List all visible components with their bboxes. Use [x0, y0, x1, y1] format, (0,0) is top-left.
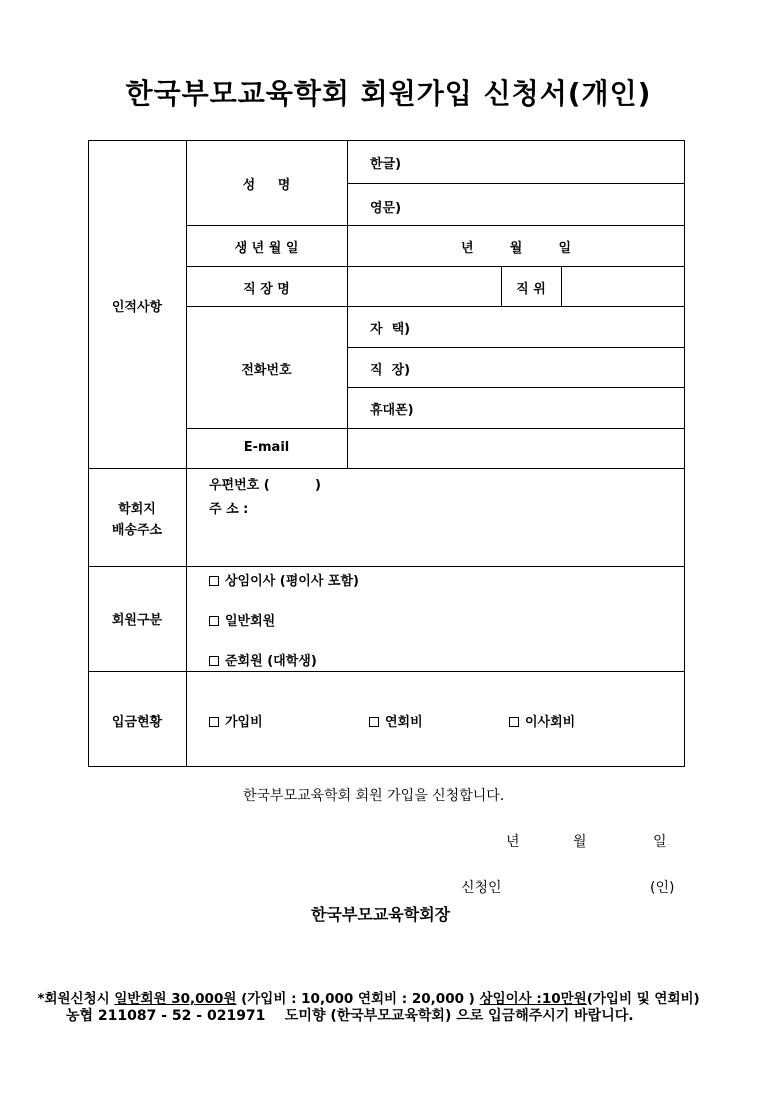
footer-fee-note: *회원신청시 일반회원 30,000원 (가입비 : 10,000 연회비 : 20,000 ) 상임이사 :10만원(가입비 및 연회비) [37, 991, 700, 1007]
phone-label: 전화번호 [241, 363, 292, 378]
birth-label: 생 년 월 일 [234, 241, 299, 256]
payment-option-joining-fee[interactable]: 가입비 [209, 711, 263, 730]
payment-option-board-fee[interactable]: 이사회비 [509, 711, 575, 730]
phone-mobile-field[interactable]: 휴대폰) [370, 403, 414, 418]
member-option-executive[interactable]: 상임이사 (평이사 포함) [209, 570, 359, 589]
member-option-associate[interactable]: 준회원 (대학생) [209, 650, 317, 669]
checkbox-icon[interactable] [509, 717, 519, 727]
phone-work-field[interactable]: 직 장) [370, 363, 411, 378]
phone-home-field[interactable]: 자 택) [370, 322, 411, 337]
payment-option-annual-fee[interactable]: 연회비 [369, 711, 423, 730]
email-label: E-mail [243, 440, 290, 455]
address-label-2: 배송주소 [111, 523, 163, 538]
name-label: 성 명 [242, 178, 291, 193]
checkbox-icon[interactable] [209, 616, 219, 626]
workplace-label: 직 장 명 [243, 282, 290, 297]
address-label-1: 학회지 [118, 502, 156, 517]
date-day: 일 [653, 834, 667, 850]
payment-label: 입금현황 [111, 715, 163, 730]
position-label: 직 위 [516, 282, 546, 297]
personal-info-label: 인적사항 [111, 300, 163, 315]
date-year: 년 [506, 834, 520, 850]
birth-date-field[interactable]: 년 월 일 [460, 241, 572, 256]
member-option-regular[interactable]: 일반회원 [209, 610, 275, 629]
president-title: 한국부모교육학회장 [311, 905, 451, 924]
email-field[interactable] [348, 429, 684, 467]
member-type-label: 회원구분 [111, 613, 163, 628]
zip-code-field[interactable]: 우편번호 ( ) [209, 478, 321, 493]
address-field[interactable]: 주 소 : [209, 502, 249, 517]
name-korean-field[interactable]: 한글) [370, 157, 402, 172]
applicant-label: 신청인 [461, 880, 502, 896]
name-english-field[interactable]: 영문) [370, 201, 402, 216]
checkbox-icon[interactable] [369, 717, 379, 727]
checkbox-icon[interactable] [209, 717, 219, 727]
workplace-field[interactable] [348, 267, 500, 305]
checkbox-icon[interactable] [209, 576, 219, 586]
seal-label: (인) [650, 880, 675, 896]
apply-sentence: 한국부모교육학회 회원 가입을 신청합니다. [243, 788, 505, 804]
checkbox-icon[interactable] [209, 656, 219, 666]
date-month: 월 [573, 834, 587, 850]
page-title: 한국부모교육학회 회원가입 신청서(개인) [125, 77, 652, 110]
footer-bank-account: 농협 211087 - 52 - 021971 도미향 (한국부모교육학회) 으로 입금해주시기 바랍니다. [66, 1008, 634, 1024]
position-field[interactable] [562, 267, 684, 305]
